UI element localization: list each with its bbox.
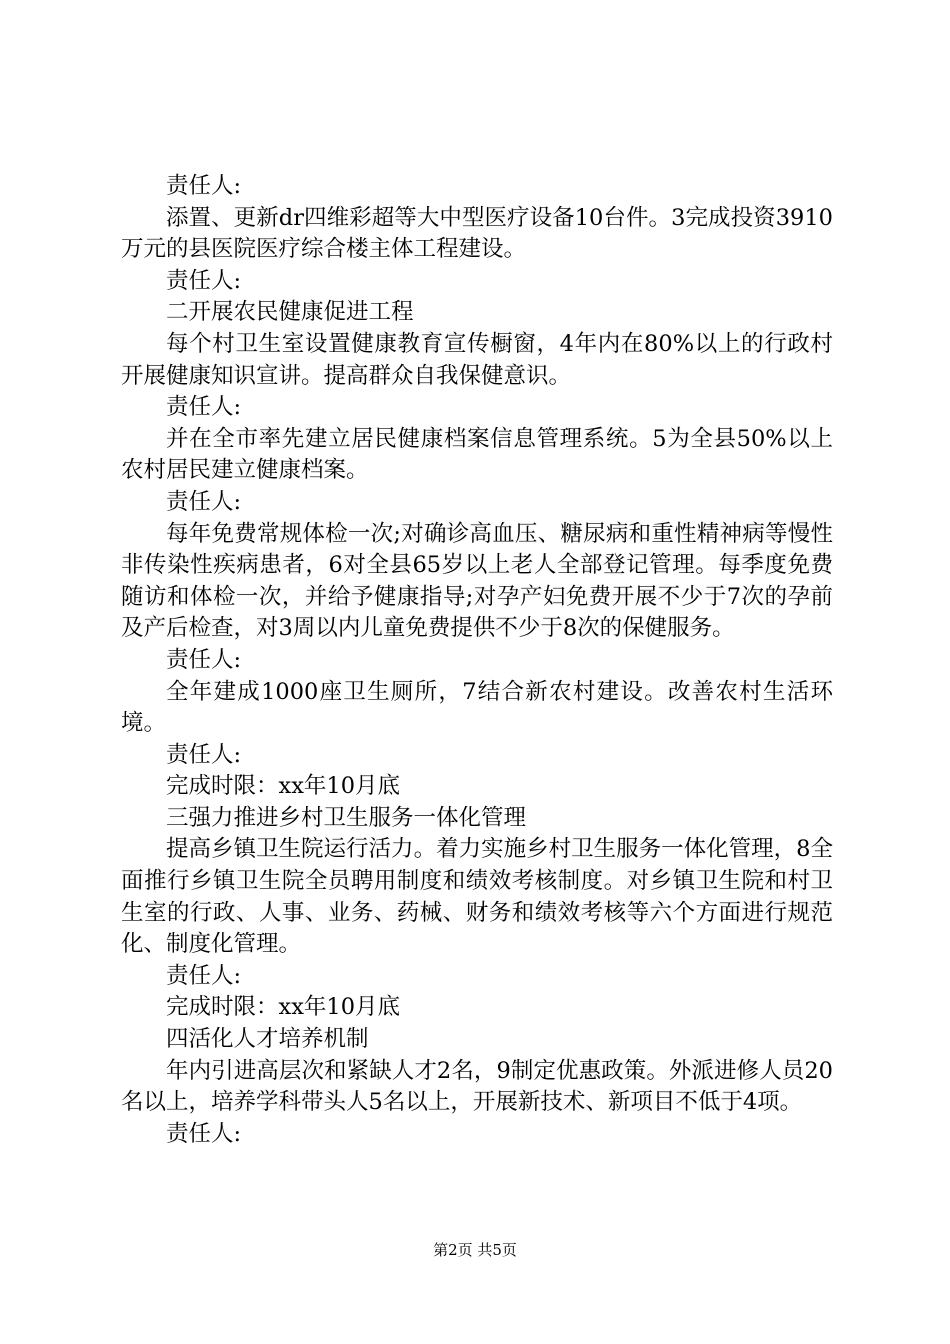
page-footer [0,1240,950,1260]
paragraph: 完成时限：xx年10月底 [166,994,401,1021]
paragraph: 责任人: [166,1120,242,1147]
section-heading: 二开展农民健康促进工程 [166,299,414,326]
paragraph: 责任人: [166,394,242,421]
section-heading: 三强力推进乡村卫生服务一体化管理 [166,804,527,831]
paragraph: 责任人: [166,646,242,673]
paragraph: 责任人: [166,741,242,768]
paragraph: 并在全市率先建立居民健康档案信息管理系统。5为全县50%以上农村居民建立健康档案。 [121,425,833,484]
paragraph: 完成时限：xx年10月底 [166,773,401,800]
paragraph: 全年建成1000座卫生厕所，7结合新农村建设。改善农村生活环境。 [121,678,833,737]
paragraph: 年内引进高层次和紧缺人才2名，9制定优惠政策。外派进修人员20名以上，培养学科带头人5名以上，开展新技术、新项目不低于4项。 [121,1057,833,1116]
section-heading: 四活化人才培养机制 [166,1026,369,1053]
paragraph: 责任人: [166,173,242,199]
document-body [121,171,833,1150]
paragraph: 每个村卫生室设置健康教育宣传橱窗，4年内在80%以上的行政村开展健康知识宣讲。提高群众自我保健意识。 [121,330,833,389]
paragraph: 责任人: [166,267,242,294]
page-number: 第2页 共5页 [433,1241,517,1259]
paragraph: 每年免费常规体检一次;对确诊高血压、糖尿病和重性精神病等慢性非传染性疾病患者，6对全县65岁以上老人全部登记管理。每季度免费随访和体检一次，并给予健康指导;对孕产妇免费开展不少于7次的孕前及产后检查，对3周以内儿童免费提供不少于8次的保健服务。 [121,520,833,642]
paragraph: 添置、更新dr四维彩超等大中型医疗设备10台件。3完成投资3910万元的县医院医疗综合楼主体工程建设。 [121,204,833,263]
paragraph: 责任人: [166,488,242,515]
paragraph: 提高乡镇卫生院运行活力。着力实施乡村卫生服务一体化管理，8全面推行乡镇卫生院全员聘用制度和绩效考核制度。对乡镇卫生院和村卫生室的行政、人事、业务、药械、财务和绩效考核等六个方面进行规范化、制度化管理。 [121,836,833,958]
paragraph: 责任人: [166,962,242,989]
